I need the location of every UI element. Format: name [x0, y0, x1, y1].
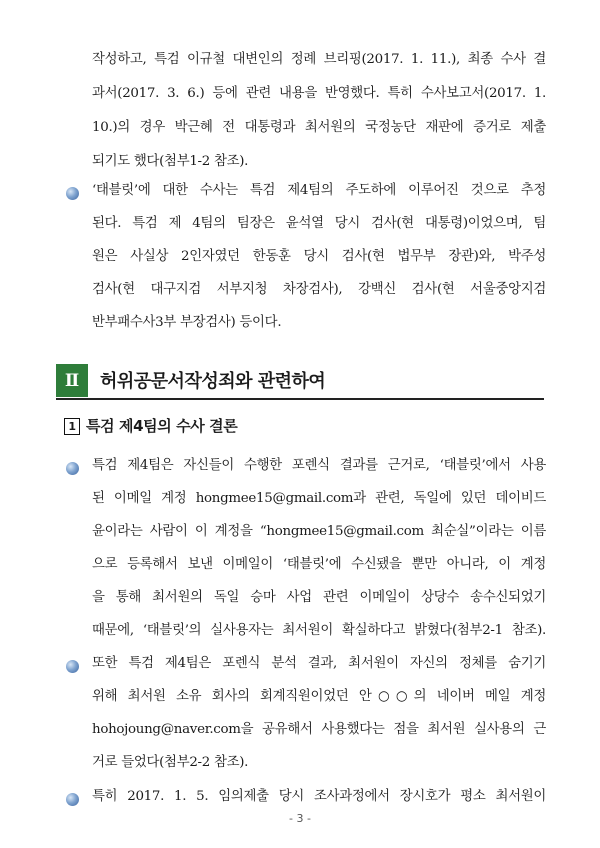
bullet3-line-3: hohojoung@naver.com을 공유해서 사용했다는 점을 최서원 실사용의 근	[92, 722, 546, 737]
bullet2-line-3: 윤이라는 사람이 이 계정을 “hongmee15@gmail.com 최순실”이라는 이름	[92, 524, 546, 539]
bullet2-line-5: 을 통해 최서원의 독일 승마 사업 관련 이메일이 상당수 송수신되었기	[92, 590, 546, 605]
intro-line-1: 작성하고, 특검 이규철 대변인의 정례 브리핑(2017. 1. 11.), 최종 수사 결	[92, 52, 546, 67]
intro-line-3: 10.)의 경우 박근혜 전 대통령과 최서원의 국정농단 재판에 증거로 제출	[92, 120, 546, 135]
section-heading	[56, 364, 544, 400]
bullet4-line-1: 특히 2017. 1. 5. 임의제출 당시 조사과정에서 장시호가 평소 최서원이	[92, 789, 546, 804]
bullet1-line-1: ‘태블릿’에 대한 수사는 특검 제4팀의 주도하에 이루어진 것으로 추정	[92, 183, 546, 198]
bullet-icon	[66, 462, 79, 475]
bullet-icon	[66, 660, 79, 673]
section-numeral: Ⅱ	[56, 364, 88, 397]
bullet2-line-2: 된 이메일 계정 hongmee15@gmail.com과 관련, 독일에 있던 데이비드	[92, 491, 546, 506]
subsection-title: 특검 제4팀의 수사 결론	[86, 417, 238, 435]
intro-line-2: 과서(2017. 3. 6.) 등에 관련 내용을 반영했다. 특히 수사보고서(2017. 1.	[92, 86, 546, 101]
subsection-heading	[64, 415, 237, 437]
bullet1-line-3: 원은 사실상 2인자였던 한동훈 당시 검사(현 법무부 장관)와, 박주성	[92, 249, 546, 264]
bullet1-line-5: 반부패수사3부 부장검사) 등이다.	[92, 315, 282, 330]
bullet2-line-1: 특검 제4팀은 자신들이 수행한 포렌식 결과를 근거로, ‘태블릿’에서 사용	[92, 458, 546, 473]
section-title: 허위공문서작성죄와 관련하여	[100, 371, 326, 392]
page-number: - 3 -	[289, 812, 311, 825]
bullet1-line-4: 검사(현 대구지검 서부지청 차장검사), 강백신 검사(현 서울중앙지검	[92, 282, 546, 297]
bullet-icon	[66, 187, 79, 200]
bullet2-line-4: 으로 등록해서 보낸 이메일이 ‘태블릿’에 수신됐을 뿐만 아니라, 이 계정	[92, 557, 546, 572]
bullet1-line-2: 된다. 특검 제 4팀의 팀장은 윤석열 당시 검사(현 대통령)이었으며, 팀	[92, 216, 546, 231]
bullet2-line-6: 때문에, ‘태블릿’의 실사용자는 최서원이 확실하다고 밝혔다(첨부2-1 참조).	[92, 623, 546, 638]
intro-line-4: 되기도 했다(첨부1-2 참조).	[92, 154, 249, 169]
bullet-icon	[66, 793, 79, 806]
subsection-number: 1	[64, 418, 80, 435]
bullet3-line-2: 위해 최서원 소유 회사의 회계직원이었던 안○○의 네이버 메일 계정	[92, 689, 546, 704]
bullet3-line-4: 거로 들었다(첨부2-2 참조).	[92, 755, 249, 770]
bullet3-line-1: 또한 특검 제4팀은 포렌식 분석 결과, 최서원이 자신의 정체를 숨기기	[92, 656, 546, 671]
